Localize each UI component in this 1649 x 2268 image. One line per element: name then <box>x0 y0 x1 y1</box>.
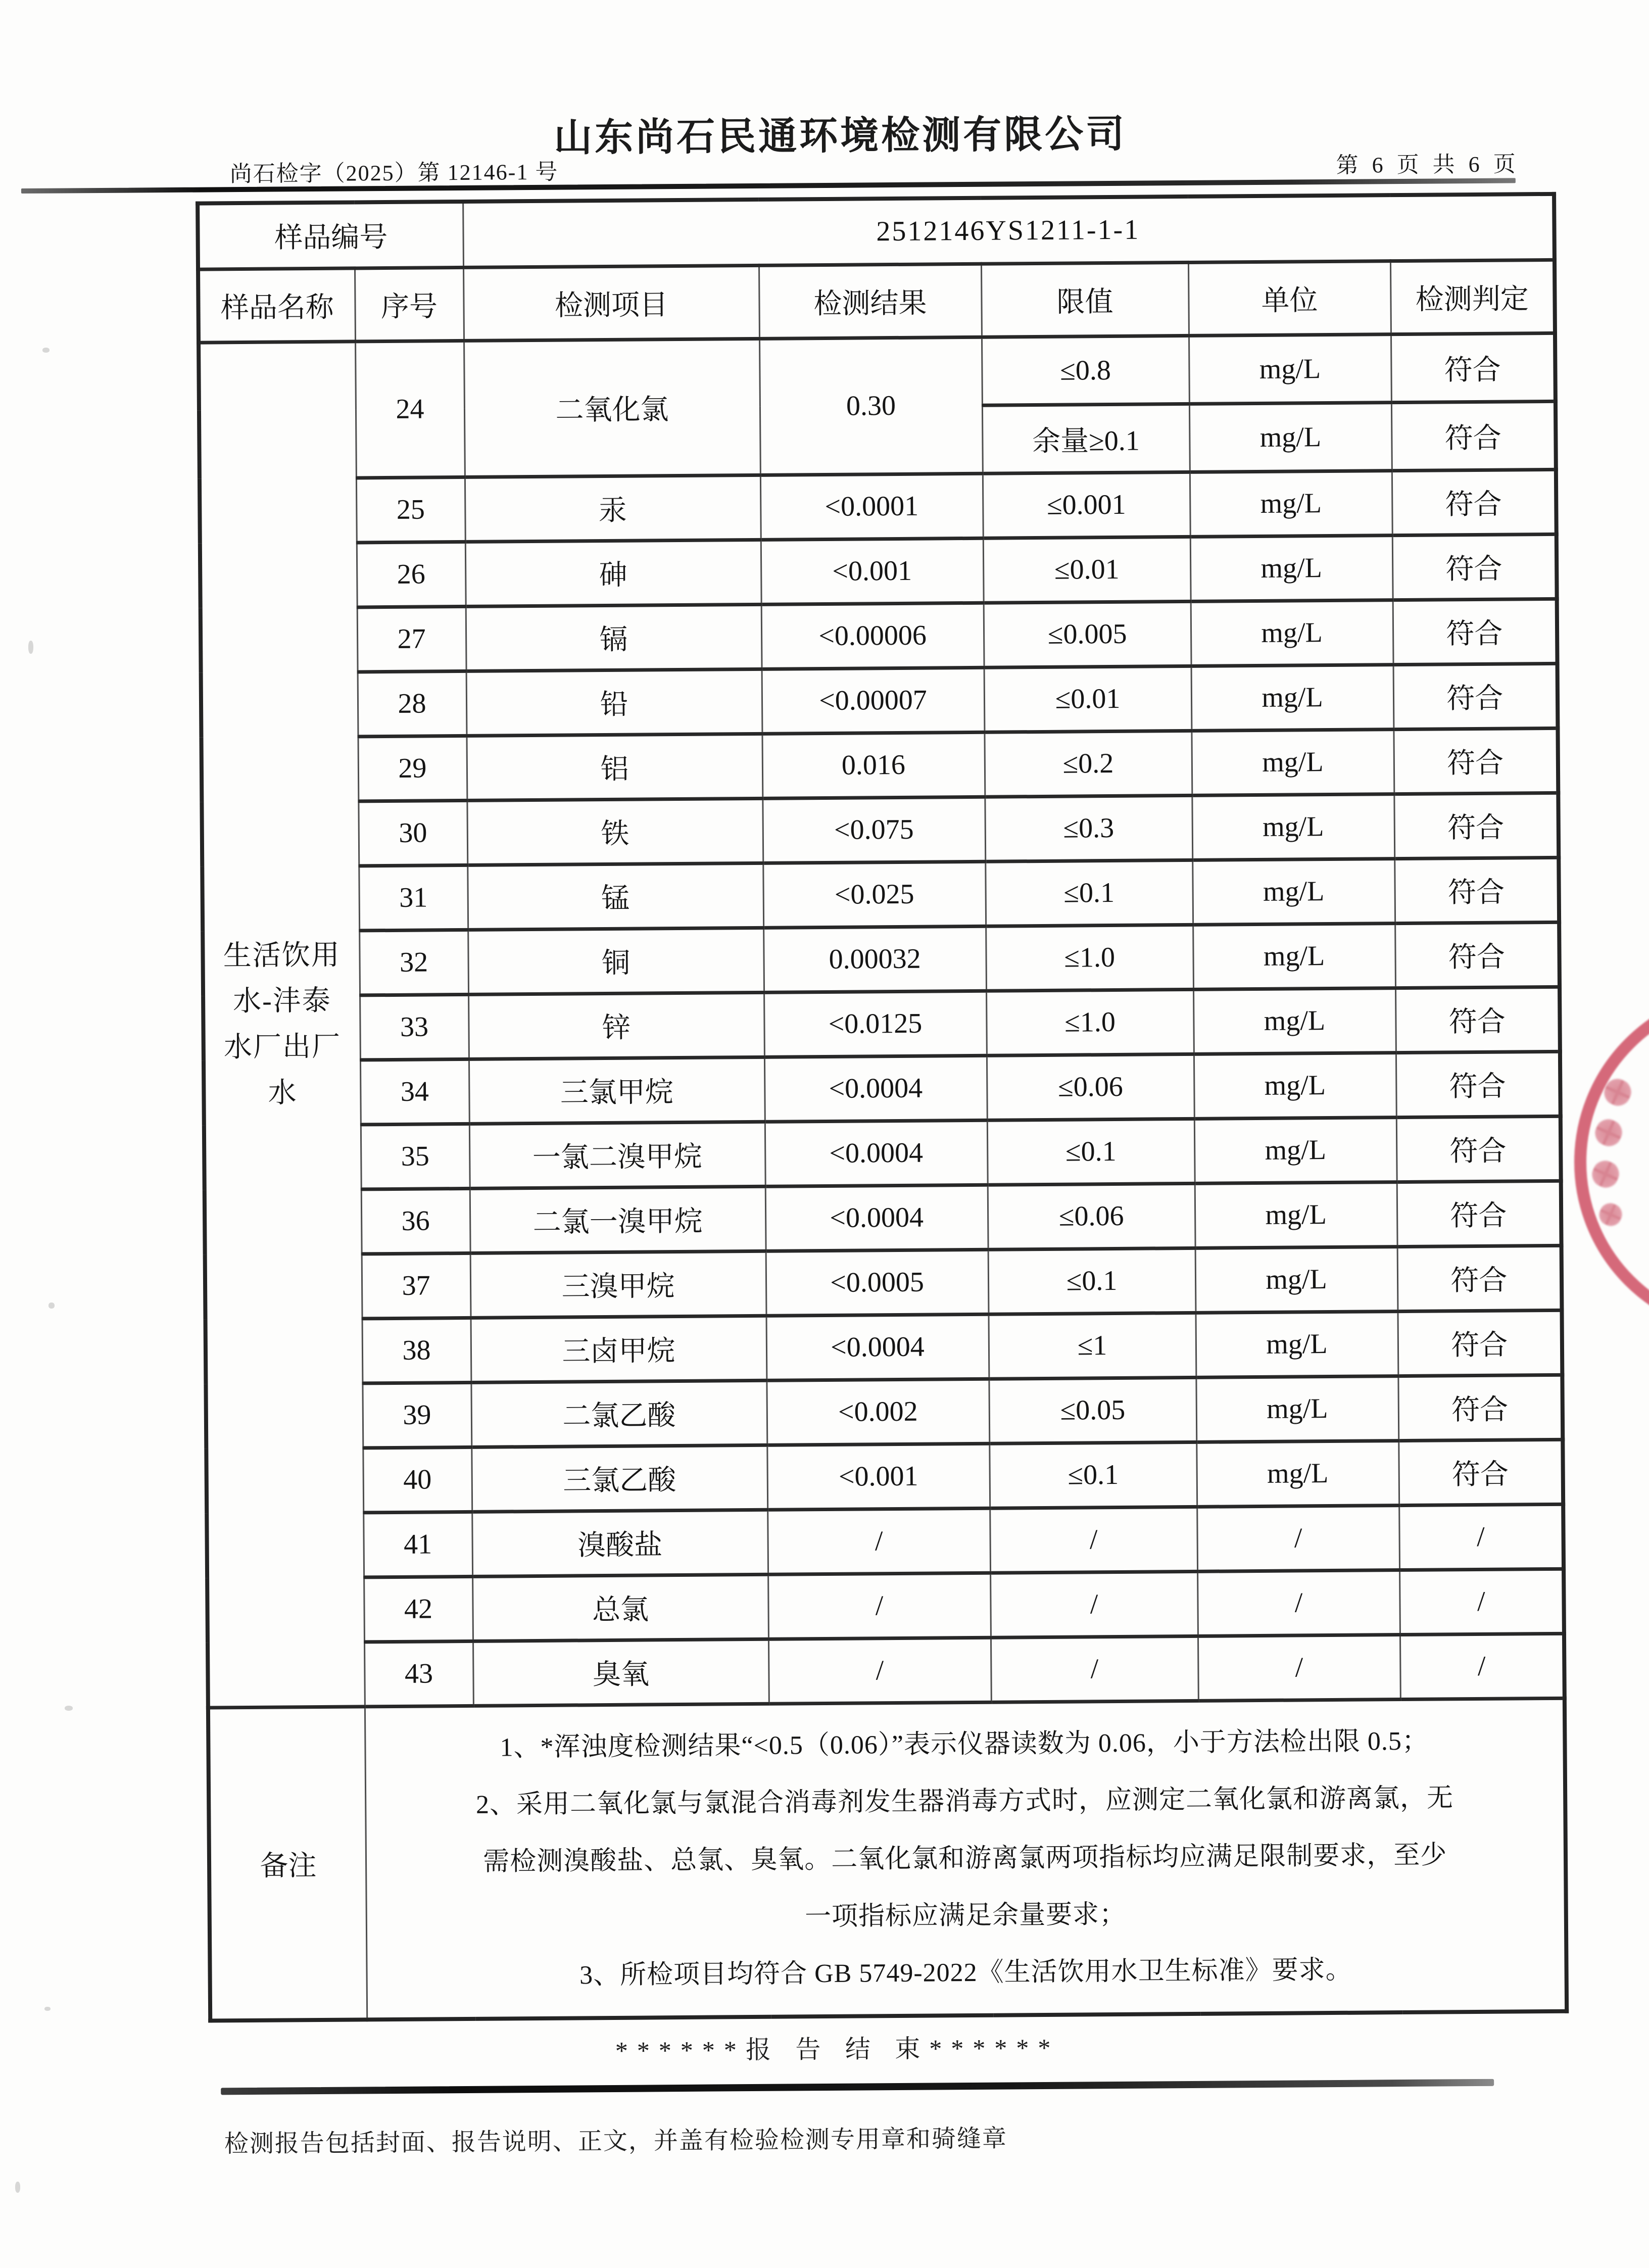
cell-no: 37 <box>362 1253 471 1318</box>
cell-item: 溴酸盐 <box>472 1510 768 1576</box>
scan-speck <box>15 2182 20 2193</box>
cell-no: 29 <box>358 736 467 801</box>
cell-item: 汞 <box>465 475 761 542</box>
cell-item: 总氯 <box>472 1574 768 1641</box>
col-header-limit: 限值 <box>981 262 1189 337</box>
cell-unit: mg/L <box>1190 535 1393 601</box>
cell-verdict: / <box>1400 1633 1565 1699</box>
cell-unit: mg/L <box>1195 1311 1398 1377</box>
cell-result: <0.0004 <box>765 1120 988 1186</box>
table-row <box>205 1181 1562 1255</box>
cell-no: 36 <box>361 1188 470 1253</box>
cell-limit: ≤0.1 <box>985 860 1193 926</box>
table-row <box>202 793 1559 867</box>
cell-verdict: 符合 <box>1395 987 1560 1052</box>
cell-unit: mg/L <box>1191 600 1393 666</box>
sample-name-line: 水 <box>268 1077 298 1109</box>
cell-verdict: 符合 <box>1391 401 1556 470</box>
cell-verdict: 符合 <box>1393 599 1558 664</box>
cell-item: 铁 <box>467 798 763 865</box>
table-row <box>204 1051 1561 1126</box>
table-row <box>203 987 1560 1061</box>
cell-result: <0.00006 <box>761 603 984 669</box>
cell-unit: mg/L <box>1195 1246 1398 1313</box>
cell-limit: 余量≥0.1 <box>982 404 1190 473</box>
cell-result: <0.00007 <box>762 667 985 734</box>
table-row <box>201 663 1558 738</box>
cell-item: 镉 <box>466 604 762 671</box>
cell-no: 30 <box>358 800 467 865</box>
cell-item: 锌 <box>468 992 764 1059</box>
cell-limit: ≤1.0 <box>986 989 1194 1055</box>
cell-result: <0.001 <box>761 538 984 604</box>
cell-result: <0.0125 <box>764 991 987 1057</box>
cell-unit: mg/L <box>1190 470 1392 537</box>
sample-name-line: 生活饮用 <box>223 939 341 972</box>
cell-verdict: / <box>1399 1504 1564 1570</box>
remark-text-cell <box>365 1698 1567 2020</box>
cell-item: 二氯一溴甲烷 <box>470 1186 766 1253</box>
cell-result: 0.016 <box>762 732 985 798</box>
scan-speck <box>28 641 33 654</box>
cell-item: 铅 <box>466 669 762 736</box>
table-row <box>200 469 1557 544</box>
remark-line-3: 需检测溴酸盐、总氯、臭氧。二氧化氯和游离氯两项指标均应满足限制要求，至少 <box>483 1841 1447 1877</box>
cell-result: / <box>768 1637 991 1704</box>
col-header-result: 检测结果 <box>759 264 982 339</box>
cell-unit: / <box>1197 1505 1399 1571</box>
cell-limit: ≤0.01 <box>984 666 1192 732</box>
footer-divider-line <box>221 2079 1494 2095</box>
cell-verdict: 符合 <box>1391 333 1556 402</box>
cell-unit: mg/L <box>1196 1440 1399 1507</box>
cell-item: 一氯二溴甲烷 <box>469 1122 765 1188</box>
cell-limit: ≤0.1 <box>989 1442 1197 1508</box>
table-row <box>204 1116 1561 1190</box>
cell-no: 33 <box>360 994 469 1059</box>
scan-speck <box>42 348 50 353</box>
scan-speck <box>48 1302 55 1309</box>
cell-unit: mg/L <box>1189 334 1391 404</box>
cell-result: / <box>767 1508 990 1574</box>
cell-result: <0.0004 <box>765 1185 988 1251</box>
cell-no: 24 <box>355 341 465 477</box>
cell-no: 38 <box>362 1318 471 1383</box>
cell-no: 25 <box>356 477 465 542</box>
cell-verdict: 符合 <box>1397 1310 1562 1376</box>
cell-no: 39 <box>362 1382 471 1447</box>
cell-unit: mg/L <box>1195 1182 1397 1248</box>
cell-verdict: 符合 <box>1392 469 1557 535</box>
table-row <box>206 1439 1563 1514</box>
cell-limit: ≤0.005 <box>984 601 1191 667</box>
col-header-unit: 单位 <box>1188 261 1391 335</box>
cell-limit: / <box>990 1507 1197 1573</box>
cell-limit: ≤0.05 <box>989 1377 1196 1443</box>
cell-unit: mg/L <box>1192 858 1395 925</box>
sample-no-label-cell: 样品编号 <box>198 202 463 269</box>
cell-limit: / <box>990 1571 1198 1637</box>
remark-line-4: 一项指标应满足余量要求； <box>804 1900 1127 1932</box>
cell-verdict: 符合 <box>1398 1375 1563 1440</box>
table-row <box>203 922 1560 996</box>
cell-result: <0.075 <box>762 797 985 863</box>
cell-limit: ≤0.06 <box>987 1054 1194 1120</box>
table-row <box>206 1310 1563 1384</box>
cell-unit: mg/L <box>1192 794 1394 860</box>
scan-speck <box>44 2007 51 2011</box>
results-table <box>196 192 1569 2023</box>
sample-name-cell <box>199 341 365 1707</box>
col-header-item: 检测项目 <box>463 265 759 341</box>
cell-unit: mg/L <box>1193 923 1395 989</box>
cell-verdict: / <box>1399 1569 1564 1634</box>
table-row <box>202 857 1559 932</box>
cell-limit: ≤0.01 <box>983 537 1191 603</box>
cell-verdict: 符合 <box>1394 857 1559 923</box>
cell-verdict: 符合 <box>1394 793 1559 858</box>
cell-unit: mg/L <box>1194 1117 1397 1183</box>
cell-limit: ≤0.001 <box>983 472 1190 538</box>
remark-label-cell: 备注 <box>208 1706 367 2020</box>
cell-limit: / <box>991 1636 1198 1702</box>
cell-verdict: 符合 <box>1393 663 1558 729</box>
table-row <box>200 534 1557 608</box>
cell-unit: mg/L <box>1191 729 1394 795</box>
footer-note: 检测报告包括封面、报告说明、正文，并盖有检验检测专用章和骑缝章 <box>224 2125 1008 2158</box>
cell-unit: mg/L <box>1196 1376 1398 1442</box>
cell-item: 锰 <box>467 863 763 930</box>
remark-row <box>208 1698 1567 2021</box>
scan-speck <box>65 1706 73 1711</box>
cell-limit: ≤0.8 <box>982 335 1189 405</box>
column-header-row <box>198 260 1555 343</box>
cell-limit: ≤0.1 <box>988 1248 1196 1314</box>
report-end-line: ******报 告 结 束****** <box>615 2033 1060 2065</box>
cell-verdict: 符合 <box>1397 1245 1562 1311</box>
cell-no: 41 <box>363 1512 472 1577</box>
cell-no: 26 <box>357 542 466 607</box>
cell-result: <0.0005 <box>766 1249 989 1316</box>
cell-result: <0.025 <box>763 861 986 928</box>
sample-no-value-cell: 2512146YS1211-1-1 <box>463 194 1555 267</box>
cell-verdict: 符合 <box>1396 1116 1561 1182</box>
col-header-verdict: 检测判定 <box>1390 260 1555 334</box>
cell-limit: ≤0.06 <box>988 1183 1195 1249</box>
table-row <box>201 599 1558 673</box>
cell-unit: / <box>1198 1634 1400 1701</box>
table-row <box>206 1375 1563 1449</box>
col-header-sample-name: 样品名称 <box>198 268 355 342</box>
table-row <box>205 1245 1562 1320</box>
cell-no: 28 <box>358 671 467 736</box>
table-row <box>207 1504 1564 1578</box>
cell-verdict: 符合 <box>1395 922 1560 988</box>
sample-name-line: 水厂出厂 <box>223 1031 342 1064</box>
cell-unit: mg/L <box>1189 402 1392 472</box>
cell-item: 铜 <box>468 928 764 994</box>
sample-no-row <box>198 194 1555 269</box>
cell-limit: ≤0.2 <box>984 731 1192 797</box>
cell-result: <0.0004 <box>766 1314 989 1380</box>
cell-item: 三氯乙酸 <box>471 1445 767 1512</box>
cell-item: 三溴甲烷 <box>470 1251 766 1318</box>
cell-unit: / <box>1197 1570 1400 1636</box>
cell-no: 40 <box>363 1447 472 1512</box>
cell-limit: ≤1.0 <box>986 925 1193 991</box>
table-row <box>201 728 1558 802</box>
cell-verdict: 符合 <box>1398 1439 1563 1505</box>
cell-verdict: 符合 <box>1396 1051 1561 1117</box>
table-row <box>208 1633 1565 1708</box>
cell-item: 砷 <box>465 540 761 606</box>
cell-result: <0.002 <box>766 1379 989 1445</box>
cell-verdict: 符合 <box>1392 534 1557 600</box>
cell-result: <0.001 <box>767 1443 990 1510</box>
cell-limit: ≤1 <box>988 1313 1196 1379</box>
cell-unit: mg/L <box>1193 988 1396 1054</box>
cell-verdict: 符合 <box>1393 728 1558 794</box>
remark-line-2: 2、采用二氧化氯与氯混合消毒剂发生器消毒方式时，应测定二氧化氯和游离氯，无 <box>475 1783 1454 1820</box>
cell-unit: mg/L <box>1194 1052 1396 1119</box>
cell-no: 34 <box>360 1059 469 1124</box>
cell-result: <0.0001 <box>760 473 983 540</box>
cell-verdict: 符合 <box>1397 1181 1562 1246</box>
cell-no: 35 <box>361 1124 470 1189</box>
cell-item: 三氯甲烷 <box>469 1057 765 1124</box>
cell-no: 32 <box>359 930 468 995</box>
cell-item: 三卤甲烷 <box>471 1316 767 1382</box>
cell-limit: ≤0.3 <box>985 795 1192 861</box>
cell-result: 0.30 <box>759 337 983 475</box>
cell-result: 0.00032 <box>763 926 986 992</box>
page-indicator: 第 6 页 共 6 页 <box>1336 152 1520 178</box>
cell-limit: ≤0.1 <box>987 1119 1195 1185</box>
cell-item: 臭氧 <box>473 1639 769 1706</box>
col-header-seq: 序号 <box>355 267 464 341</box>
cell-item: 二氯乙酸 <box>471 1380 767 1447</box>
document-number: 尚石检字（2025）第 12146-1 号 <box>229 159 559 187</box>
cell-result: / <box>768 1573 991 1639</box>
remark-line-5: 3、所检项目均符合 GB 5749-2022《生活饮用水卫生标准》要求。 <box>579 1955 1352 1990</box>
table-row-24a <box>199 333 1556 411</box>
cell-result: <0.0004 <box>764 1055 987 1122</box>
cell-no: 27 <box>357 606 466 671</box>
cell-item: 铝 <box>466 734 762 800</box>
cell-item: 二氧化氯 <box>464 339 760 477</box>
remark-line-1: 1、*浑浊度检测结果“<0.5（0.06）”表示仪器读数为 0.06，小于方法检出限 0.5； <box>500 1726 1429 1762</box>
sample-name-line: 水-沣泰 <box>232 985 331 1018</box>
cell-no: 43 <box>364 1641 473 1706</box>
cell-no: 31 <box>359 865 468 930</box>
cell-unit: mg/L <box>1191 664 1394 731</box>
table-row <box>207 1569 1564 1643</box>
company-title: 山东尚石民通环境检测有限公司 <box>553 113 1127 160</box>
cell-no: 42 <box>364 1576 473 1642</box>
